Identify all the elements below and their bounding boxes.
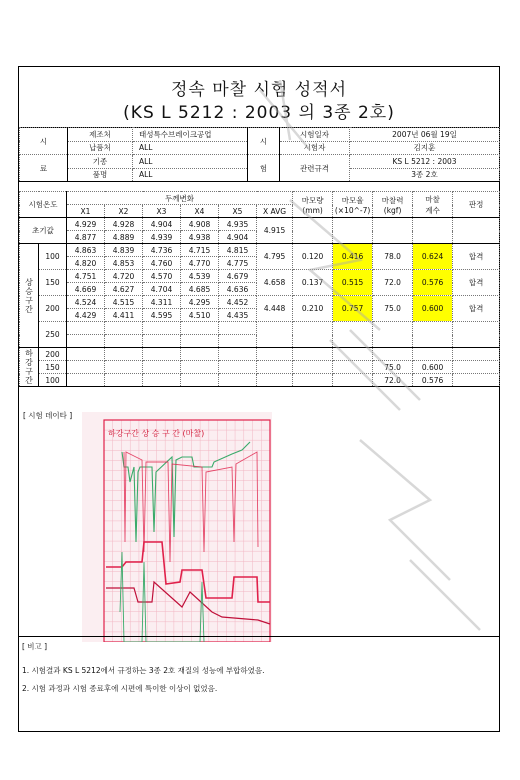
product-value: ALL	[133, 168, 248, 182]
cell: 4.839	[105, 244, 143, 257]
rising-150-avg: 4.658	[257, 270, 293, 296]
cell: 4.820	[67, 257, 105, 270]
manufacturer-value: 태성특수브레이크공업	[133, 128, 248, 142]
chart-paper	[82, 412, 272, 642]
cell: 4.904	[143, 218, 181, 231]
falling-200-coef	[413, 348, 453, 361]
cell: 4.570	[143, 270, 181, 283]
cell: 4.515	[105, 296, 143, 309]
falling-100-force: 72.0	[373, 374, 413, 387]
cell: 4.636	[219, 283, 257, 296]
rising-200-wear: 0.210	[293, 296, 333, 322]
cell: 4.669	[67, 283, 105, 296]
cell: 4.429	[67, 309, 105, 322]
standard-value-2: 3종 2호	[350, 168, 500, 182]
rising-100-wear: 0.120	[293, 244, 333, 270]
falling-150-force: 75.0	[373, 361, 413, 374]
test-report-sheet	[18, 66, 500, 732]
cell: 4.938	[181, 231, 219, 244]
rising-section-label: 상승구간	[20, 244, 39, 348]
rising-100-force: 78.0	[373, 244, 413, 270]
model-value: ALL	[133, 155, 248, 169]
cell: 4.679	[219, 270, 257, 283]
cell: 4.853	[105, 257, 143, 270]
rising-200-force: 75.0	[373, 296, 413, 322]
cell: 4.877	[67, 231, 105, 244]
falling-200-force	[373, 348, 413, 361]
cell	[453, 218, 500, 244]
test-group-label-1: 시	[248, 128, 280, 155]
cell: 4.510	[181, 309, 219, 322]
col-x2: X2	[105, 205, 143, 218]
supplier-value: ALL	[133, 141, 248, 155]
judgment-header: 판정	[453, 192, 500, 218]
rising-200-avg: 4.448	[257, 296, 293, 322]
cell: 4.524	[67, 296, 105, 309]
remark-line-1: 1. 시험결과 KS L 5212에서 규정하는 3종 2호 재질의 성능에 부합하였음.	[22, 666, 265, 675]
cell: 4.452	[219, 296, 257, 309]
tester-value: 김지훈	[350, 141, 500, 155]
cell: 4.908	[181, 218, 219, 231]
initial-label: 초기값	[20, 218, 67, 244]
rising-150-force: 72.0	[373, 270, 413, 296]
rising-100-result: 합격	[453, 244, 500, 270]
friction-force-header: 마찰력 (kgf)	[373, 192, 413, 218]
standard-value-1: KS L 5212 : 2003	[350, 155, 500, 169]
supplier-label: 납품처	[68, 141, 133, 155]
chart-annotation: 하강구간 상 승 구 간 (마찰)	[108, 429, 205, 438]
test-group-label-2: 험	[248, 155, 280, 182]
cell: 4.539	[181, 270, 219, 283]
cell: 4.685	[181, 283, 219, 296]
report-title	[19, 67, 499, 128]
cell: 4.595	[143, 309, 181, 322]
cell: 4.720	[105, 270, 143, 283]
friction-recording-chart	[82, 412, 272, 642]
rising-150-rate: 0.515	[333, 270, 373, 296]
cell: 4.704	[143, 283, 181, 296]
rising-200-rate: 0.757	[333, 296, 373, 322]
falling-temp-200: 200	[39, 348, 67, 361]
manufacturer-label: 제조처	[68, 128, 133, 142]
rising-temp-150: 150	[39, 270, 67, 296]
falling-100-coef: 0.576	[413, 374, 453, 387]
sample-info-table	[19, 127, 500, 182]
results-table	[19, 191, 500, 387]
cell: 4.939	[143, 231, 181, 244]
test-date-value: 2007년 06월 19일	[350, 128, 500, 142]
col-x1: X1	[67, 205, 105, 218]
initial-avg: 4.915	[257, 218, 293, 244]
rising-100-coef: 0.624	[413, 244, 453, 270]
col-x4: X4	[181, 205, 219, 218]
rising-150-coef: 0.576	[413, 270, 453, 296]
falling-temp-150: 150	[39, 361, 67, 374]
cell: 4.435	[219, 309, 257, 322]
cell: 4.889	[105, 231, 143, 244]
cell: 4.770	[181, 257, 219, 270]
falling-section-label: 하강구간	[20, 348, 39, 387]
cell: 4.751	[67, 270, 105, 283]
rising-200-result: 합격	[453, 296, 500, 322]
rising-150-wear: 0.137	[293, 270, 333, 296]
col-xavg: X AVG	[257, 205, 293, 218]
rising-100-avg: 4.795	[257, 244, 293, 270]
cell: 4.904	[219, 231, 257, 244]
cell: 4.935	[219, 218, 257, 231]
cell: 4.775	[219, 257, 257, 270]
cell: 4.736	[143, 244, 181, 257]
remarks-section	[19, 636, 499, 732]
tester-label: 시험자	[280, 141, 350, 155]
title-line-1: 정속 마찰 시험 성적서	[170, 80, 347, 100]
test-data-label: [ 시험 데이타 ]	[23, 411, 73, 420]
standard-label: 관련규격	[280, 155, 350, 182]
temp-header: 시험온도	[20, 192, 67, 218]
product-label: 품명	[68, 168, 133, 182]
rising-200-coef: 0.600	[413, 296, 453, 322]
cell: 4.311	[143, 296, 181, 309]
sample-group-label-1: 시	[20, 128, 68, 155]
test-date-label: 시험일자	[280, 128, 350, 142]
col-x5: X5	[219, 205, 257, 218]
cell: 4.715	[181, 244, 219, 257]
thickness-header: 두께변화	[67, 192, 293, 205]
cell: 4.929	[67, 218, 105, 231]
cell: 4.627	[105, 283, 143, 296]
cell: 4.760	[143, 257, 181, 270]
remarks-header: [ 비고 ]	[22, 642, 48, 651]
rising-temp-250: 250	[39, 322, 67, 348]
sample-group-label-2: 료	[20, 155, 68, 182]
falling-150-coef: 0.600	[413, 361, 453, 374]
cell: 4.815	[219, 244, 257, 257]
rising-150-result: 합격	[453, 270, 500, 296]
cell	[373, 218, 413, 244]
col-x3: X3	[143, 205, 181, 218]
remark-line-2: 2. 시험 과정과 시험 종료후에 시편에 특이한 이상이 없었음.	[22, 684, 218, 693]
rising-temp-100: 100	[39, 244, 67, 270]
cell: 4.928	[105, 218, 143, 231]
model-label: 기종	[68, 155, 133, 169]
rising-100-rate: 0.416	[333, 244, 373, 270]
title-line-2: (KS L 5212 : 2003 의 3종 2호)	[123, 103, 395, 123]
friction-coef-header: 마찰 계수	[413, 192, 453, 218]
rising-temp-200: 200	[39, 296, 67, 322]
cell	[413, 218, 453, 244]
cell: 4.411	[105, 309, 143, 322]
cell	[333, 218, 373, 244]
wear-amount-header: 마모량 (mm)	[293, 192, 333, 218]
cell: 4.295	[181, 296, 219, 309]
falling-temp-100: 100	[39, 374, 67, 387]
cell: 4.863	[67, 244, 105, 257]
wear-rate-header: 마모율 (×10^-7)	[333, 192, 373, 218]
cell	[293, 218, 333, 244]
